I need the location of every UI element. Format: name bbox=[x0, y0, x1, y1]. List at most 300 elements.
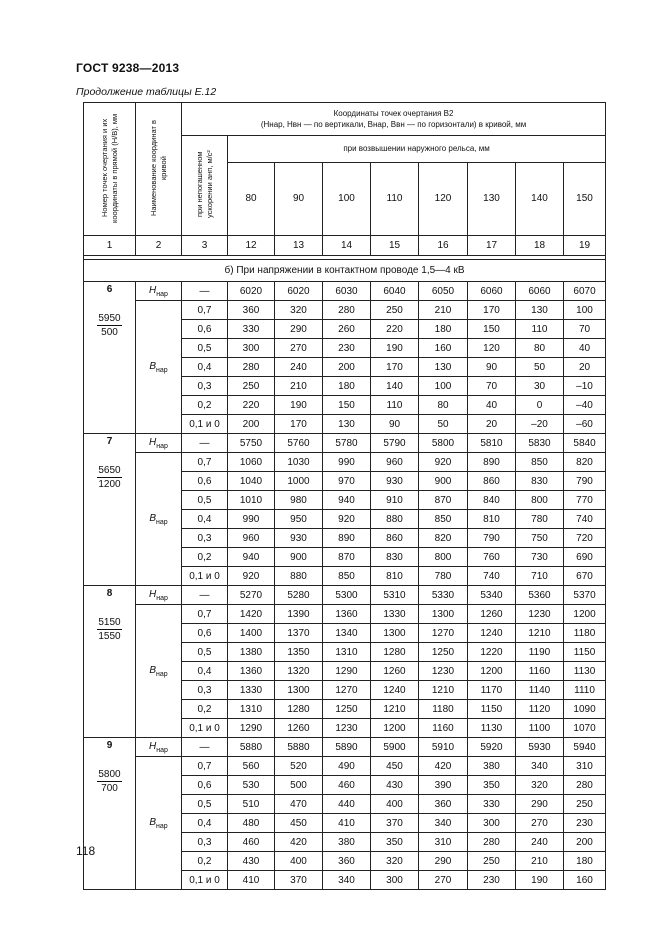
value-cell: 220 bbox=[228, 396, 275, 415]
section-title: б) При напряжении в контактном проводе 1,5—4 кВ bbox=[84, 260, 606, 282]
value-cell: 170 bbox=[468, 301, 516, 320]
coord-label-b: $B_{нар}$ bbox=[136, 453, 182, 586]
acceleration-cell: 0,1 и 0 bbox=[182, 567, 228, 586]
acceleration-cell: — bbox=[182, 282, 228, 301]
value-cell: 240 bbox=[275, 358, 323, 377]
value-cell: 200 bbox=[228, 415, 275, 434]
value-cell: 5940 bbox=[564, 738, 606, 757]
value-cell: 440 bbox=[323, 795, 371, 814]
value-cell: 820 bbox=[564, 453, 606, 472]
value-cell: 670 bbox=[564, 567, 606, 586]
value-cell: 560 bbox=[228, 757, 275, 776]
coord-label-b: $B_{нар}$ bbox=[136, 301, 182, 434]
value-cell: 960 bbox=[228, 529, 275, 548]
value-cell: –20 bbox=[516, 415, 564, 434]
value-cell: 350 bbox=[468, 776, 516, 795]
value-cell: 1190 bbox=[516, 643, 564, 662]
value-cell: 800 bbox=[516, 491, 564, 510]
value-cell: 500 bbox=[275, 776, 323, 795]
value-cell: 740 bbox=[468, 567, 516, 586]
value-cell: 5900 bbox=[371, 738, 419, 757]
acceleration-cell: 0,1 и 0 bbox=[182, 719, 228, 738]
value-cell: 290 bbox=[275, 320, 323, 339]
value-cell: 930 bbox=[275, 529, 323, 548]
value-cell: 780 bbox=[516, 510, 564, 529]
value-cell: 150 bbox=[468, 320, 516, 339]
value-cell: 250 bbox=[371, 301, 419, 320]
value-cell: 1260 bbox=[371, 662, 419, 681]
value-cell: 5930 bbox=[516, 738, 564, 757]
acceleration-cell: 0,1 и 0 bbox=[182, 871, 228, 890]
column-number: 3 bbox=[182, 236, 228, 256]
elevation-150: 150 bbox=[564, 162, 606, 235]
acceleration-cell: 0,3 bbox=[182, 833, 228, 852]
value-cell: 6020 bbox=[275, 282, 323, 301]
value-cell: 100 bbox=[419, 377, 468, 396]
point-number: 6 bbox=[106, 284, 113, 295]
value-cell: 1200 bbox=[371, 719, 419, 738]
value-cell: 940 bbox=[228, 548, 275, 567]
value-cell: 800 bbox=[419, 548, 468, 567]
value-cell: 1180 bbox=[419, 700, 468, 719]
value-cell: 340 bbox=[419, 814, 468, 833]
header-elevation: при возвышении наружного рельса, мм bbox=[228, 136, 606, 163]
header-acceleration: при непогашенном ускорении aнп, м/с² bbox=[182, 136, 228, 236]
value-cell: 1270 bbox=[419, 624, 468, 643]
value-cell: 30 bbox=[516, 377, 564, 396]
value-cell: 850 bbox=[516, 453, 564, 472]
elevation-130: 130 bbox=[468, 162, 516, 235]
value-cell: 200 bbox=[564, 833, 606, 852]
acceleration-cell: — bbox=[182, 738, 228, 757]
value-cell: 6060 bbox=[468, 282, 516, 301]
value-cell: 360 bbox=[323, 852, 371, 871]
value-cell: 1150 bbox=[468, 700, 516, 719]
value-cell: 920 bbox=[419, 453, 468, 472]
value-cell: 1300 bbox=[419, 605, 468, 624]
acceleration-cell: 0,3 bbox=[182, 377, 228, 396]
value-cell: 1040 bbox=[228, 472, 275, 491]
value-cell: 5360 bbox=[516, 586, 564, 605]
value-cell: 210 bbox=[516, 852, 564, 871]
value-cell: 230 bbox=[323, 339, 371, 358]
acceleration-cell: — bbox=[182, 434, 228, 453]
value-cell: 420 bbox=[419, 757, 468, 776]
value-cell: 270 bbox=[275, 339, 323, 358]
value-cell: 340 bbox=[516, 757, 564, 776]
value-cell: 950 bbox=[275, 510, 323, 529]
value-cell: 300 bbox=[228, 339, 275, 358]
column-number: 13 bbox=[275, 236, 323, 256]
value-cell: 740 bbox=[564, 510, 606, 529]
value-cell: 1370 bbox=[275, 624, 323, 643]
value-cell: 210 bbox=[419, 301, 468, 320]
value-cell: 850 bbox=[419, 510, 468, 529]
value-cell: 520 bbox=[275, 757, 323, 776]
value-cell: 1010 bbox=[228, 491, 275, 510]
value-cell: 870 bbox=[419, 491, 468, 510]
value-cell: 1260 bbox=[275, 719, 323, 738]
value-cell: 0 bbox=[516, 396, 564, 415]
coord-label-b: $B_{нар}$ bbox=[136, 605, 182, 738]
value-cell: 180 bbox=[419, 320, 468, 339]
acceleration-cell: 0,5 bbox=[182, 795, 228, 814]
value-cell: –10 bbox=[564, 377, 606, 396]
value-cell: 810 bbox=[468, 510, 516, 529]
value-cell: 510 bbox=[228, 795, 275, 814]
acceleration-cell: 0,2 bbox=[182, 852, 228, 871]
value-cell: 1320 bbox=[275, 662, 323, 681]
value-cell: 900 bbox=[275, 548, 323, 567]
value-cell: 1310 bbox=[228, 700, 275, 719]
value-cell: 120 bbox=[468, 339, 516, 358]
value-cell: 750 bbox=[516, 529, 564, 548]
value-cell: 390 bbox=[419, 776, 468, 795]
acceleration-cell: 0,6 bbox=[182, 624, 228, 643]
value-cell: 50 bbox=[419, 415, 468, 434]
acceleration-cell: 0,4 bbox=[182, 814, 228, 833]
coord-label-h: $H_{нар}$ bbox=[136, 586, 182, 605]
value-cell: 770 bbox=[564, 491, 606, 510]
value-cell: 200 bbox=[323, 358, 371, 377]
value-cell: 980 bbox=[275, 491, 323, 510]
value-cell: 250 bbox=[468, 852, 516, 871]
value-cell: 5370 bbox=[564, 586, 606, 605]
column-number: 2 bbox=[136, 236, 182, 256]
value-cell: 1300 bbox=[371, 624, 419, 643]
coord-label-h: $H_{нар}$ bbox=[136, 434, 182, 453]
value-cell: 6070 bbox=[564, 282, 606, 301]
value-cell: 940 bbox=[323, 491, 371, 510]
value-cell: 1160 bbox=[419, 719, 468, 738]
value-cell: 930 bbox=[371, 472, 419, 491]
header-point-number: Номер точек очертания и их координаты в прямой (H/B), мм bbox=[84, 103, 136, 236]
value-cell: 1350 bbox=[275, 643, 323, 662]
table-caption: Продолжение таблицы Е.12 bbox=[76, 86, 217, 98]
value-cell: 5300 bbox=[323, 586, 371, 605]
value-cell: –40 bbox=[564, 396, 606, 415]
value-cell: 1210 bbox=[419, 681, 468, 700]
value-cell: 5780 bbox=[323, 434, 371, 453]
acceleration-cell: 0,7 bbox=[182, 605, 228, 624]
value-cell: 280 bbox=[228, 358, 275, 377]
column-number: 18 bbox=[516, 236, 564, 256]
value-cell: 880 bbox=[275, 567, 323, 586]
value-cell: 1330 bbox=[228, 681, 275, 700]
value-cell: 860 bbox=[371, 529, 419, 548]
value-cell: 360 bbox=[228, 301, 275, 320]
value-cell: 290 bbox=[419, 852, 468, 871]
value-cell: 250 bbox=[564, 795, 606, 814]
column-number: 14 bbox=[323, 236, 371, 256]
value-cell: 790 bbox=[564, 472, 606, 491]
value-cell: 1280 bbox=[275, 700, 323, 719]
page-number: 118 bbox=[76, 844, 96, 858]
value-cell: 1220 bbox=[468, 643, 516, 662]
value-cell: 5880 bbox=[275, 738, 323, 757]
value-cell: 1420 bbox=[228, 605, 275, 624]
value-cell: 400 bbox=[371, 795, 419, 814]
value-cell: 330 bbox=[228, 320, 275, 339]
value-cell: 410 bbox=[323, 814, 371, 833]
value-cell: 780 bbox=[419, 567, 468, 586]
value-cell: 250 bbox=[228, 377, 275, 396]
value-cell: –60 bbox=[564, 415, 606, 434]
value-cell: 5800 bbox=[419, 434, 468, 453]
value-cell: 1160 bbox=[516, 662, 564, 681]
value-cell: 920 bbox=[228, 567, 275, 586]
column-number: 12 bbox=[228, 236, 275, 256]
value-cell: 130 bbox=[516, 301, 564, 320]
value-cell: 380 bbox=[468, 757, 516, 776]
value-cell: 160 bbox=[419, 339, 468, 358]
value-cell: 1060 bbox=[228, 453, 275, 472]
value-cell: 5830 bbox=[516, 434, 564, 453]
acceleration-cell: 0,5 bbox=[182, 491, 228, 510]
value-cell: 1170 bbox=[468, 681, 516, 700]
column-number: 16 bbox=[419, 236, 468, 256]
value-cell: 280 bbox=[468, 833, 516, 852]
value-cell: 1030 bbox=[275, 453, 323, 472]
document-title: ГОСТ 9238—2013 bbox=[76, 61, 180, 75]
value-cell: 1280 bbox=[371, 643, 419, 662]
table-row bbox=[84, 757, 606, 776]
header-group: Координаты точек очертания В2 (Hнар, Hвн — по вертикали, Bнар, Bвн — по горизонтали) в кривой, мм bbox=[182, 103, 606, 136]
value-cell: 80 bbox=[419, 396, 468, 415]
elevation-110: 110 bbox=[371, 162, 419, 235]
value-cell: 870 bbox=[323, 548, 371, 567]
column-number: 17 bbox=[468, 236, 516, 256]
value-cell: 730 bbox=[516, 548, 564, 567]
value-cell: 5880 bbox=[228, 738, 275, 757]
acceleration-cell: 0,5 bbox=[182, 643, 228, 662]
value-cell: 1360 bbox=[323, 605, 371, 624]
value-cell: 1090 bbox=[564, 700, 606, 719]
value-cell: 270 bbox=[419, 871, 468, 890]
value-cell: 430 bbox=[228, 852, 275, 871]
value-cell: 110 bbox=[516, 320, 564, 339]
value-cell: 90 bbox=[371, 415, 419, 434]
acceleration-cell: 0,4 bbox=[182, 358, 228, 377]
value-cell: 1210 bbox=[371, 700, 419, 719]
value-cell: 490 bbox=[323, 757, 371, 776]
point-number: 8 bbox=[106, 588, 113, 599]
value-cell: 850 bbox=[323, 567, 371, 586]
value-cell: 190 bbox=[516, 871, 564, 890]
value-cell: 790 bbox=[468, 529, 516, 548]
value-cell: 20 bbox=[468, 415, 516, 434]
column-number: 15 bbox=[371, 236, 419, 256]
value-cell: 910 bbox=[371, 491, 419, 510]
coord-label-h: $H_{нар}$ bbox=[136, 282, 182, 301]
value-cell: 5280 bbox=[275, 586, 323, 605]
value-cell: 6050 bbox=[419, 282, 468, 301]
value-cell: 130 bbox=[323, 415, 371, 434]
value-cell: 130 bbox=[419, 358, 468, 377]
acceleration-cell: 0,7 bbox=[182, 301, 228, 320]
value-cell: 420 bbox=[275, 833, 323, 852]
value-cell: 5840 bbox=[564, 434, 606, 453]
column-number: 19 bbox=[564, 236, 606, 256]
value-cell: 310 bbox=[419, 833, 468, 852]
point-coordinates: $\frac{5150}{1550}$ bbox=[98, 617, 121, 642]
value-cell: 110 bbox=[371, 396, 419, 415]
value-cell: 5760 bbox=[275, 434, 323, 453]
acceleration-cell: 0,7 bbox=[182, 757, 228, 776]
value-cell: 150 bbox=[323, 396, 371, 415]
point-coordinates: $\frac{5800}{700}$ bbox=[98, 769, 121, 794]
column-number: 1 bbox=[84, 236, 136, 256]
value-cell: 1260 bbox=[468, 605, 516, 624]
value-cell: 430 bbox=[371, 776, 419, 795]
value-cell: 5310 bbox=[371, 586, 419, 605]
value-cell: 170 bbox=[275, 415, 323, 434]
value-cell: 450 bbox=[371, 757, 419, 776]
coord-label-h: $H_{нар}$ bbox=[136, 738, 182, 757]
value-cell: 1250 bbox=[323, 700, 371, 719]
value-cell: 1100 bbox=[516, 719, 564, 738]
value-cell: 80 bbox=[516, 339, 564, 358]
value-cell: 370 bbox=[275, 871, 323, 890]
value-cell: 160 bbox=[564, 871, 606, 890]
value-cell: 460 bbox=[323, 776, 371, 795]
value-cell: 5810 bbox=[468, 434, 516, 453]
value-cell: 460 bbox=[228, 833, 275, 852]
value-cell: 220 bbox=[371, 320, 419, 339]
value-cell: 410 bbox=[228, 871, 275, 890]
value-cell: 370 bbox=[371, 814, 419, 833]
acceleration-cell: 0,4 bbox=[182, 510, 228, 529]
table-row bbox=[84, 434, 606, 453]
value-cell: 530 bbox=[228, 776, 275, 795]
value-cell: 1210 bbox=[516, 624, 564, 643]
value-cell: 280 bbox=[564, 776, 606, 795]
value-cell: 1390 bbox=[275, 605, 323, 624]
elevation-80: 80 bbox=[228, 162, 275, 235]
elevation-140: 140 bbox=[516, 162, 564, 235]
table-row bbox=[84, 738, 606, 757]
value-cell: 760 bbox=[468, 548, 516, 567]
value-cell: 480 bbox=[228, 814, 275, 833]
value-cell: 1180 bbox=[564, 624, 606, 643]
value-cell: 1200 bbox=[564, 605, 606, 624]
value-cell: 320 bbox=[275, 301, 323, 320]
value-cell: 50 bbox=[516, 358, 564, 377]
acceleration-cell: 0,6 bbox=[182, 320, 228, 339]
value-cell: 830 bbox=[516, 472, 564, 491]
value-cell: 40 bbox=[564, 339, 606, 358]
value-cell: 960 bbox=[371, 453, 419, 472]
acceleration-cell: 0,3 bbox=[182, 681, 228, 700]
value-cell: 5790 bbox=[371, 434, 419, 453]
value-cell: 70 bbox=[564, 320, 606, 339]
point-cell bbox=[84, 282, 136, 434]
value-cell: 6030 bbox=[323, 282, 371, 301]
value-cell: 270 bbox=[516, 814, 564, 833]
value-cell: 1000 bbox=[275, 472, 323, 491]
value-cell: 6040 bbox=[371, 282, 419, 301]
table-row bbox=[84, 586, 606, 605]
point-cell bbox=[84, 586, 136, 738]
value-cell: 1400 bbox=[228, 624, 275, 643]
value-cell: 350 bbox=[371, 833, 419, 852]
value-cell: 240 bbox=[516, 833, 564, 852]
value-cell: 230 bbox=[564, 814, 606, 833]
value-cell: 1290 bbox=[228, 719, 275, 738]
value-cell: 1070 bbox=[564, 719, 606, 738]
elevation-90: 90 bbox=[275, 162, 323, 235]
value-cell: 470 bbox=[275, 795, 323, 814]
value-cell: 5890 bbox=[323, 738, 371, 757]
value-cell: 1270 bbox=[323, 681, 371, 700]
value-cell: 280 bbox=[323, 301, 371, 320]
acceleration-cell: 0,5 bbox=[182, 339, 228, 358]
value-cell: 810 bbox=[371, 567, 419, 586]
value-cell: 170 bbox=[371, 358, 419, 377]
value-cell: 840 bbox=[468, 491, 516, 510]
value-cell: 1290 bbox=[323, 662, 371, 681]
value-cell: 1240 bbox=[468, 624, 516, 643]
value-cell: 1240 bbox=[371, 681, 419, 700]
value-cell: 330 bbox=[468, 795, 516, 814]
value-cell: 690 bbox=[564, 548, 606, 567]
table-row bbox=[84, 605, 606, 624]
value-cell: 190 bbox=[371, 339, 419, 358]
acceleration-cell: 0,2 bbox=[182, 700, 228, 719]
elevation-120: 120 bbox=[419, 162, 468, 235]
value-cell: 1230 bbox=[323, 719, 371, 738]
value-cell: 970 bbox=[323, 472, 371, 491]
value-cell: 6020 bbox=[228, 282, 275, 301]
value-cell: 290 bbox=[516, 795, 564, 814]
value-cell: 720 bbox=[564, 529, 606, 548]
value-cell: 190 bbox=[275, 396, 323, 415]
value-cell: 920 bbox=[323, 510, 371, 529]
table-row bbox=[84, 453, 606, 472]
value-cell: 1360 bbox=[228, 662, 275, 681]
value-cell: 320 bbox=[371, 852, 419, 871]
value-cell: 5270 bbox=[228, 586, 275, 605]
value-cell: 100 bbox=[564, 301, 606, 320]
value-cell: 1250 bbox=[419, 643, 468, 662]
value-cell: 180 bbox=[323, 377, 371, 396]
value-cell: 860 bbox=[468, 472, 516, 491]
acceleration-cell: 0,1 и 0 bbox=[182, 415, 228, 434]
value-cell: 20 bbox=[564, 358, 606, 377]
value-cell: 40 bbox=[468, 396, 516, 415]
point-coordinates: $\frac{5950}{500}$ bbox=[98, 313, 121, 338]
value-cell: 230 bbox=[468, 871, 516, 890]
elevation-100: 100 bbox=[323, 162, 371, 235]
coordinates-table bbox=[83, 102, 606, 890]
value-cell: 380 bbox=[323, 833, 371, 852]
value-cell: 1330 bbox=[371, 605, 419, 624]
value-cell: 320 bbox=[516, 776, 564, 795]
value-cell: 5750 bbox=[228, 434, 275, 453]
point-number: 9 bbox=[106, 740, 113, 751]
value-cell: 260 bbox=[323, 320, 371, 339]
point-cell bbox=[84, 738, 136, 890]
table-row bbox=[84, 301, 606, 320]
value-cell: 890 bbox=[468, 453, 516, 472]
value-cell: 1110 bbox=[564, 681, 606, 700]
acceleration-cell: 0,6 bbox=[182, 776, 228, 795]
value-cell: 6060 bbox=[516, 282, 564, 301]
value-cell: 300 bbox=[371, 871, 419, 890]
acceleration-cell: — bbox=[182, 586, 228, 605]
acceleration-cell: 0,3 bbox=[182, 529, 228, 548]
value-cell: 1130 bbox=[468, 719, 516, 738]
